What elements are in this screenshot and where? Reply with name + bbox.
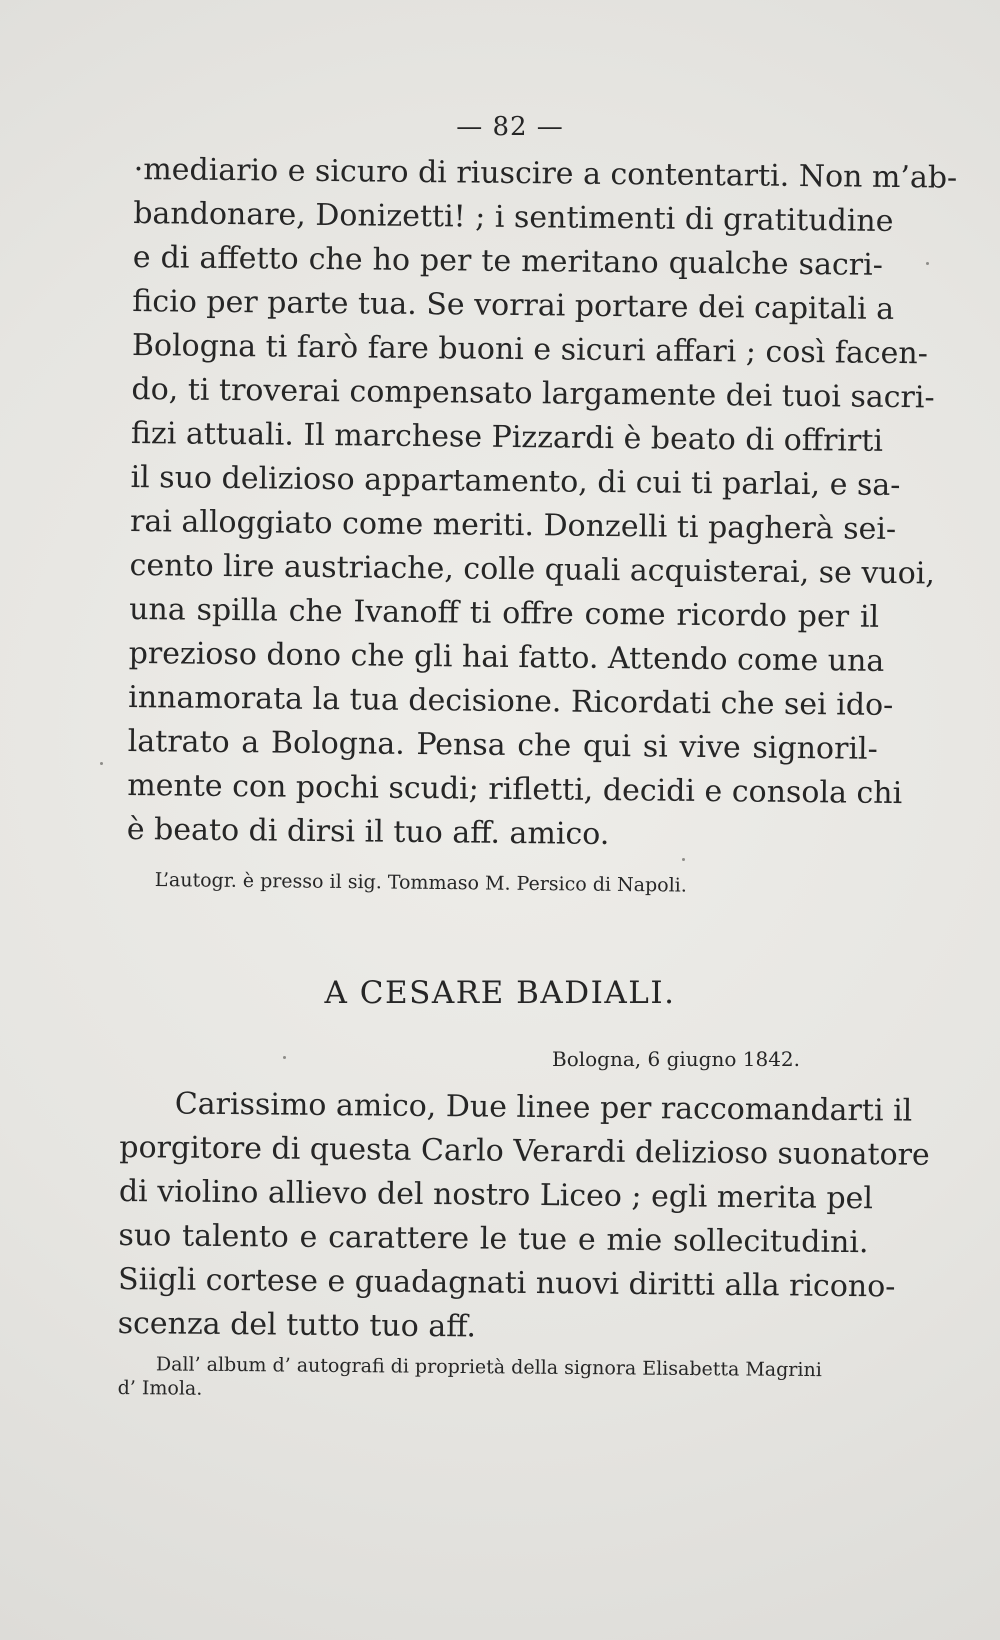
- text-line: e di affetto che ho per te meritano qualche sacri-: [132, 239, 883, 283]
- text-line: prezioso dono che gli hai fatto. Attendo come una: [128, 635, 885, 679]
- text-line: bandonare, Donizetti! ; i sentimenti di gratitudine: [133, 195, 894, 239]
- text-line: porgitore di questa Carlo Verardi delizioso suonatore: [119, 1129, 930, 1173]
- footnote-autograph-source: L’autogr. è presso il sig. Tommaso M. Persico di Napoli.: [154, 868, 687, 897]
- text-line: Bologna ti farò fare buoni e sicuri affari ; così facen-: [131, 327, 929, 372]
- page-number: — 82 —: [456, 112, 564, 142]
- text-line: mente con pochi scudi; rifletti, decidi e consola chi: [127, 767, 903, 812]
- text-line: do, ti troverai compensato largamente dei tuoi sacri-: [131, 371, 935, 416]
- text-line: fizi attuali. Il marchese Pizzardi è beato di offrirti: [130, 415, 884, 459]
- text-line: ·mediario e sicuro di riuscire a contentarti. Non m’ab-: [133, 151, 958, 196]
- paper-speck: [682, 858, 685, 861]
- text-line: innamorata la tua decisione. Ricordati che sei ido-: [128, 679, 894, 723]
- text-line: cento lire austriache, colle quali acquisterai, se vuoi,: [129, 547, 936, 592]
- text-line: scenza del tutto tuo aff.: [117, 1305, 477, 1345]
- text-line: ficio per parte tua. Se vorrai portare dei capitali a: [132, 283, 895, 327]
- second-letter-paragraph: [117, 1082, 930, 1353]
- text-line: Siigli cortese e guadagnati nuovi diritti alla ricono-: [117, 1261, 896, 1305]
- letter-heading: A CESARE BADIALI.: [324, 975, 676, 1011]
- text-line: il suo delizioso appartamento, di cui ti parlai, e sa-: [130, 459, 901, 504]
- letter-body-paragraph: [126, 148, 958, 860]
- text-line: una spilla che Ivanoff ti offre come ricordo per il: [128, 591, 880, 635]
- paper-speck: [926, 262, 929, 265]
- text-line: rai alloggiato come meriti. Donzelli ti pagherà sei-: [129, 503, 897, 548]
- text-line: di violino allievo del nostro Liceo ; egli merita pel: [118, 1173, 874, 1217]
- text-line: latrato a Bologna. Pensa che qui si vive signoril-: [127, 723, 878, 767]
- paper-speck: [283, 1056, 286, 1059]
- footnote-album-source: [118, 1352, 878, 1407]
- footnote-line: d’ Imola.: [117, 1376, 203, 1400]
- text-line: Carissimo amico, Due linee per raccomandarti il: [174, 1086, 913, 1129]
- letter-date: Bologna, 6 giugno 1842.: [552, 1047, 800, 1071]
- text-line: suo talento e carattere le tue e mie sollecitudini.: [118, 1217, 869, 1261]
- footnote-line: Dall’ album d’ autografi di proprietà della signora Elisabetta Magrini: [155, 1353, 822, 1382]
- text-line: è beato di dirsi il tuo aff. amico.: [126, 811, 610, 853]
- paper-speck: [100, 762, 103, 765]
